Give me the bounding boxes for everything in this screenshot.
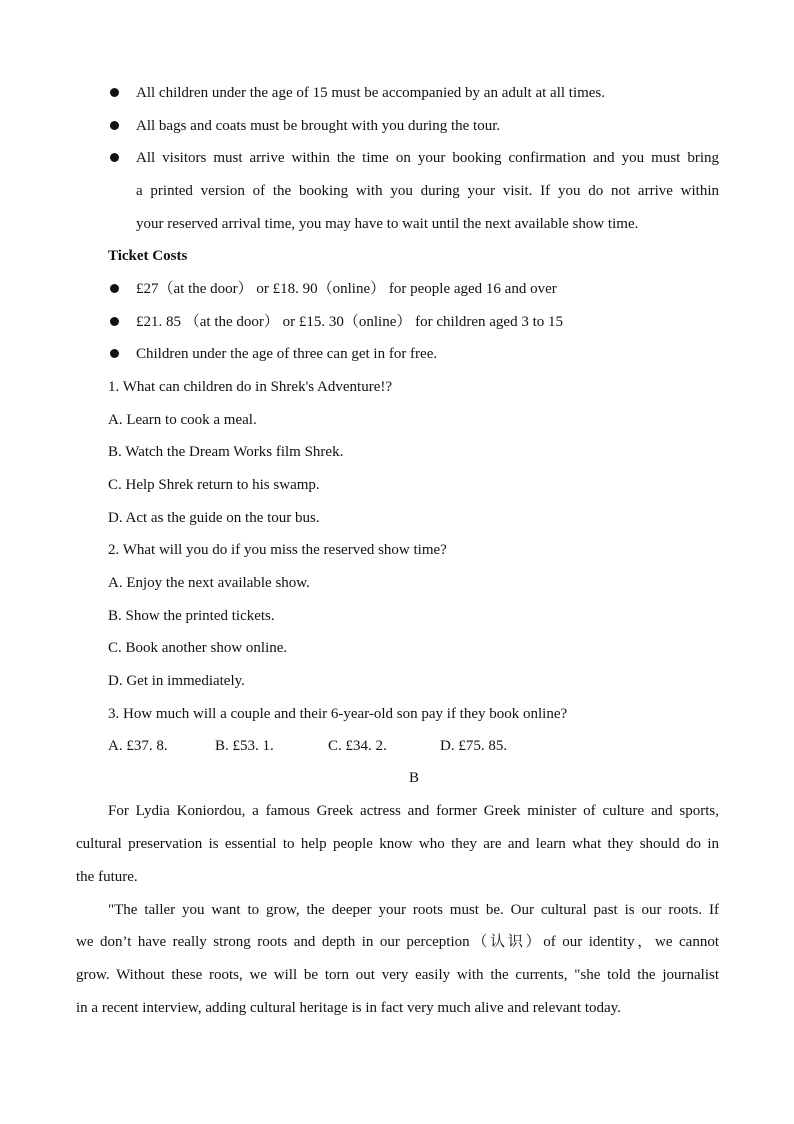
question-2: 2. What will you do if you miss the reserved show time? <box>108 542 447 558</box>
q1-option-d: D. Act as the guide on the tour bus. <box>108 510 320 526</box>
bullet-icon <box>110 88 119 97</box>
q2-option-c: C. Book another show online. <box>108 640 288 656</box>
q1-option-a: A. Learn to cook a meal. <box>108 412 257 428</box>
passage-line: grow. Without these roots, we will be torn out very easily with the currents, "she told the journalist <box>76 967 719 983</box>
q3-option-b: B. £53. 1. <box>215 738 274 754</box>
bullet-icon <box>110 121 119 130</box>
question-3: 3. How much will a couple and their 6-year-old son pay if they book online? <box>108 706 568 722</box>
passage-line: in a recent interview, adding cultural heritage is in fact very much alive and relevant today. <box>76 1000 621 1016</box>
q1-option-c: C. Help Shrek return to his swamp. <box>108 477 320 493</box>
passage-line: cultural preservation is essential to help people know who they are and learn what they should do in <box>76 836 719 852</box>
rule-item: All children under the age of 15 must be accompanied by an adult at all times. <box>136 85 606 101</box>
section-label: B <box>408 770 419 786</box>
section-heading: Ticket Costs <box>108 248 188 264</box>
q2-option-a: A. Enjoy the next available show. <box>108 575 310 591</box>
passage-line: "The taller you want to grow, the deeper your roots must be. Our cultural past is our roots. If <box>108 902 719 918</box>
q2-option-b: B. Show the printed tickets. <box>108 608 275 624</box>
q3-option-c: C. £34. 2. <box>328 738 387 754</box>
q1-option-b: B. Watch the Dream Works film Shrek. <box>108 444 344 460</box>
ticket-item: Children under the age of three can get in for free. <box>136 346 438 362</box>
question-1: 1. What can children do in Shrek's Adventure!? <box>108 379 393 395</box>
rule-item: All bags and coats must be brought with you during the tour. <box>136 118 501 134</box>
passage-line: For Lydia Koniordou, a famous Greek actress and former Greek minister of culture and sports, <box>108 803 719 819</box>
q2-option-d: D. Get in immediately. <box>108 673 245 689</box>
passage-line: we don’t have really strong roots and depth in our perception（认识）of our identity，we cannot <box>76 934 719 950</box>
ticket-item: £27（at the door） or £18. 90（online） for people aged 16 and over <box>136 281 557 297</box>
q3-option-a: A. £37. 8. <box>108 738 168 754</box>
bullet-icon <box>110 153 119 162</box>
passage-line: the future. <box>76 869 138 885</box>
q3-option-d: D. £75. 85. <box>440 738 508 754</box>
bullet-icon <box>110 317 119 326</box>
bullet-icon <box>110 349 119 358</box>
rule-item: All visitors must arrive within the time on your booking confirmation and you must bring <box>136 150 719 166</box>
bullet-icon <box>110 284 119 293</box>
ticket-item: £21. 85 （at the door） or £15. 30（online） for children aged 3 to 15 <box>136 314 564 330</box>
rule-item-continued: your reserved arrival time, you may have to wait until the next available show time. <box>136 216 639 232</box>
rule-item-continued: a printed version of the booking with you during your visit. If you do not arrive within <box>136 183 719 199</box>
